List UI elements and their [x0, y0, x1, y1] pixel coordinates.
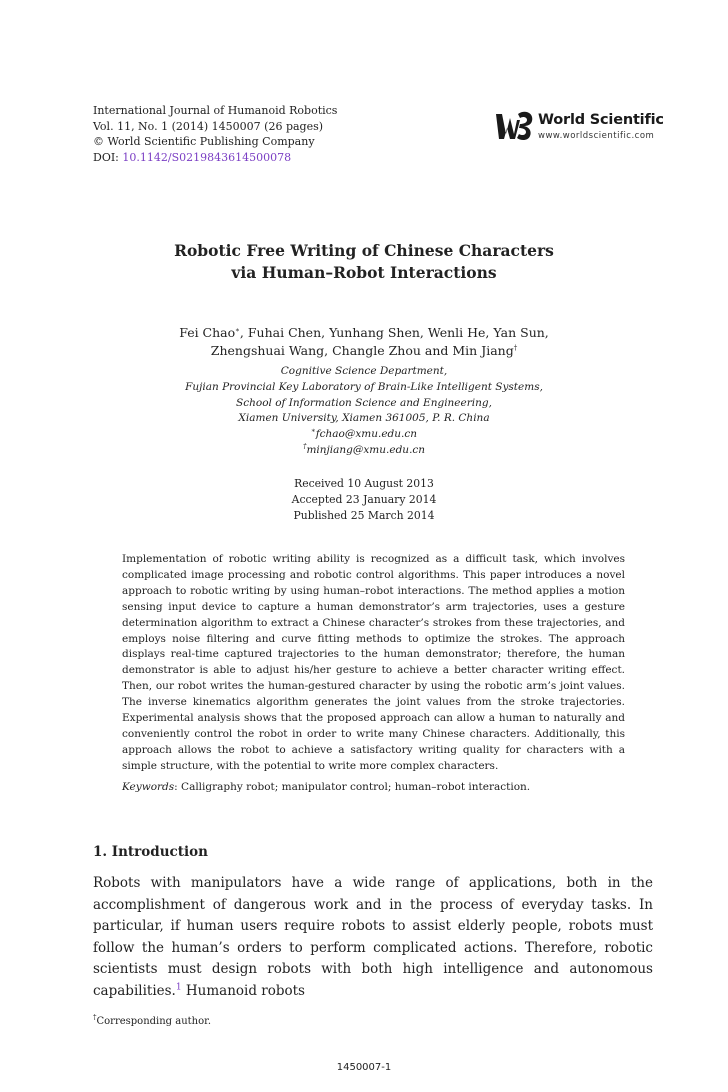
keywords-label: Keywords: [122, 781, 175, 793]
author-first: Fei Chao: [179, 325, 236, 340]
footnote-mark: †: [93, 1013, 97, 1022]
affil-line-2: Fujian Provincial Key Laboratory of Brain-Like Intelligent Systems,: [185, 380, 543, 393]
email-1: [0, 427, 728, 443]
page-number: 1450007-1: [336, 1062, 392, 1073]
author-mark-asterisk: ∗: [235, 325, 240, 334]
author-list: [0, 324, 728, 360]
affil-line-1: Cognitive Science Department,: [280, 365, 448, 377]
citation-link[interactable]: 1: [175, 982, 182, 992]
email-1-mark: ∗: [310, 426, 316, 435]
journal-info: [93, 103, 337, 165]
title-line-1: Robotic Free Writing of Chinese Characters: [174, 241, 554, 260]
email-2-address[interactable]: minjiang@xmu.edu.cn: [306, 443, 426, 456]
title-line-2: via Human–Robot Interactions: [231, 263, 497, 282]
email-2-mark: †: [302, 442, 307, 451]
affil-line-3: School of Information Science and Engineering,: [236, 396, 492, 409]
email-1-address[interactable]: fchao@xmu.edu.cn: [315, 428, 418, 441]
doi-label: DOI:: [93, 150, 123, 164]
authors-rest-line-2: Zhengshuai Wang, Changle Zhou and Min Jiang: [210, 343, 514, 358]
keywords-text: : Calligraphy robot; manipulator control; human–robot interaction.: [174, 781, 531, 793]
doi-line: [93, 150, 337, 166]
publisher-logo: [494, 108, 664, 144]
abstract: Implementation of robotic writing ability is recognized as a difficult task, which involves complicated image processing and robotic control algorithms. This paper introduces a novel approach to robotic writing by using human–robot interactions. The method applies a motion sensing input device to capture a human demonstrator’s arm trajectories, uses a gesture determination algorithm to extract a Chinese character’s strokes from these trajectories, and employs noise filtering and curve fitting methods to optimize the strokes. The approach displays real-time captured trajectories to the human demonstrator; therefore, the human demonstrator is able to adjust his/her gesture to achieve a better character writing effect. Then, our robot writes the human-gestured character by using the robotic arm’s joint values. The inverse kinematics algorithm generates the joint values from the stroke trajectories. Experimental analysis shows that the proposed approach can allow a human to naturally and conveniently control the robot in order to write many Chinese characters. Additionally, this approach allows the robot to achieve a satisfactory writing quality for characters with a simple structure, with the potential to write more complex characters.: [122, 553, 625, 772]
footnote-text: Corresponding author.: [96, 1016, 212, 1027]
logo-brand-text: World Scientific: [538, 112, 664, 128]
author-mark-dagger: †: [513, 343, 518, 352]
section-heading-introduction: 1. Introduction: [93, 844, 208, 860]
publication-dates: [0, 476, 728, 524]
authors-line-2: [0, 342, 728, 360]
email-2: [0, 443, 728, 459]
doi-link[interactable]: 10.1142/S0219843614500078: [122, 150, 292, 164]
keywords: [122, 780, 625, 796]
intro-text-continued: Humanoid robots: [181, 982, 305, 999]
intro-text: Robots with manipulators have a wide range of applications, both in the accomplishment of dangerous work and in the process of everyday tasks. In particular, if human users require robots to assist elderly people, robots must follow the human’s orders to perform complicated actions. Therefore, robotic scientists must design robots with both high intelligence and autonomous capabilities.: [93, 875, 653, 999]
accepted-date: Accepted 23 January 2014: [291, 493, 437, 506]
footnote: [93, 1013, 212, 1027]
published-date: Published 25 March 2014: [293, 509, 435, 522]
authors-line-1: [0, 324, 728, 342]
authors-rest-line-1: , Fuhai Chen, Yunhang Shen, Wenli He, Yan Sun,: [239, 325, 549, 340]
affil-line-4: Xiamen University, Xiamen 361005, P. R. China: [238, 412, 490, 425]
introduction-paragraph: [93, 873, 653, 1002]
journal-name: International Journal of Humanoid Robotics: [93, 104, 338, 117]
received-date: Received 10 August 2013: [294, 477, 434, 490]
affiliation: [0, 364, 728, 459]
logo-url-text: www.worldscientific.com: [538, 131, 655, 141]
volume-line: Vol. 11, No. 1 (2014) 1450007 (26 pages): [93, 119, 324, 133]
paper-title: [0, 240, 728, 284]
world-scientific-logo-mark-icon: [494, 108, 536, 142]
copyright-line: © World Scientific Publishing Company: [93, 135, 315, 149]
